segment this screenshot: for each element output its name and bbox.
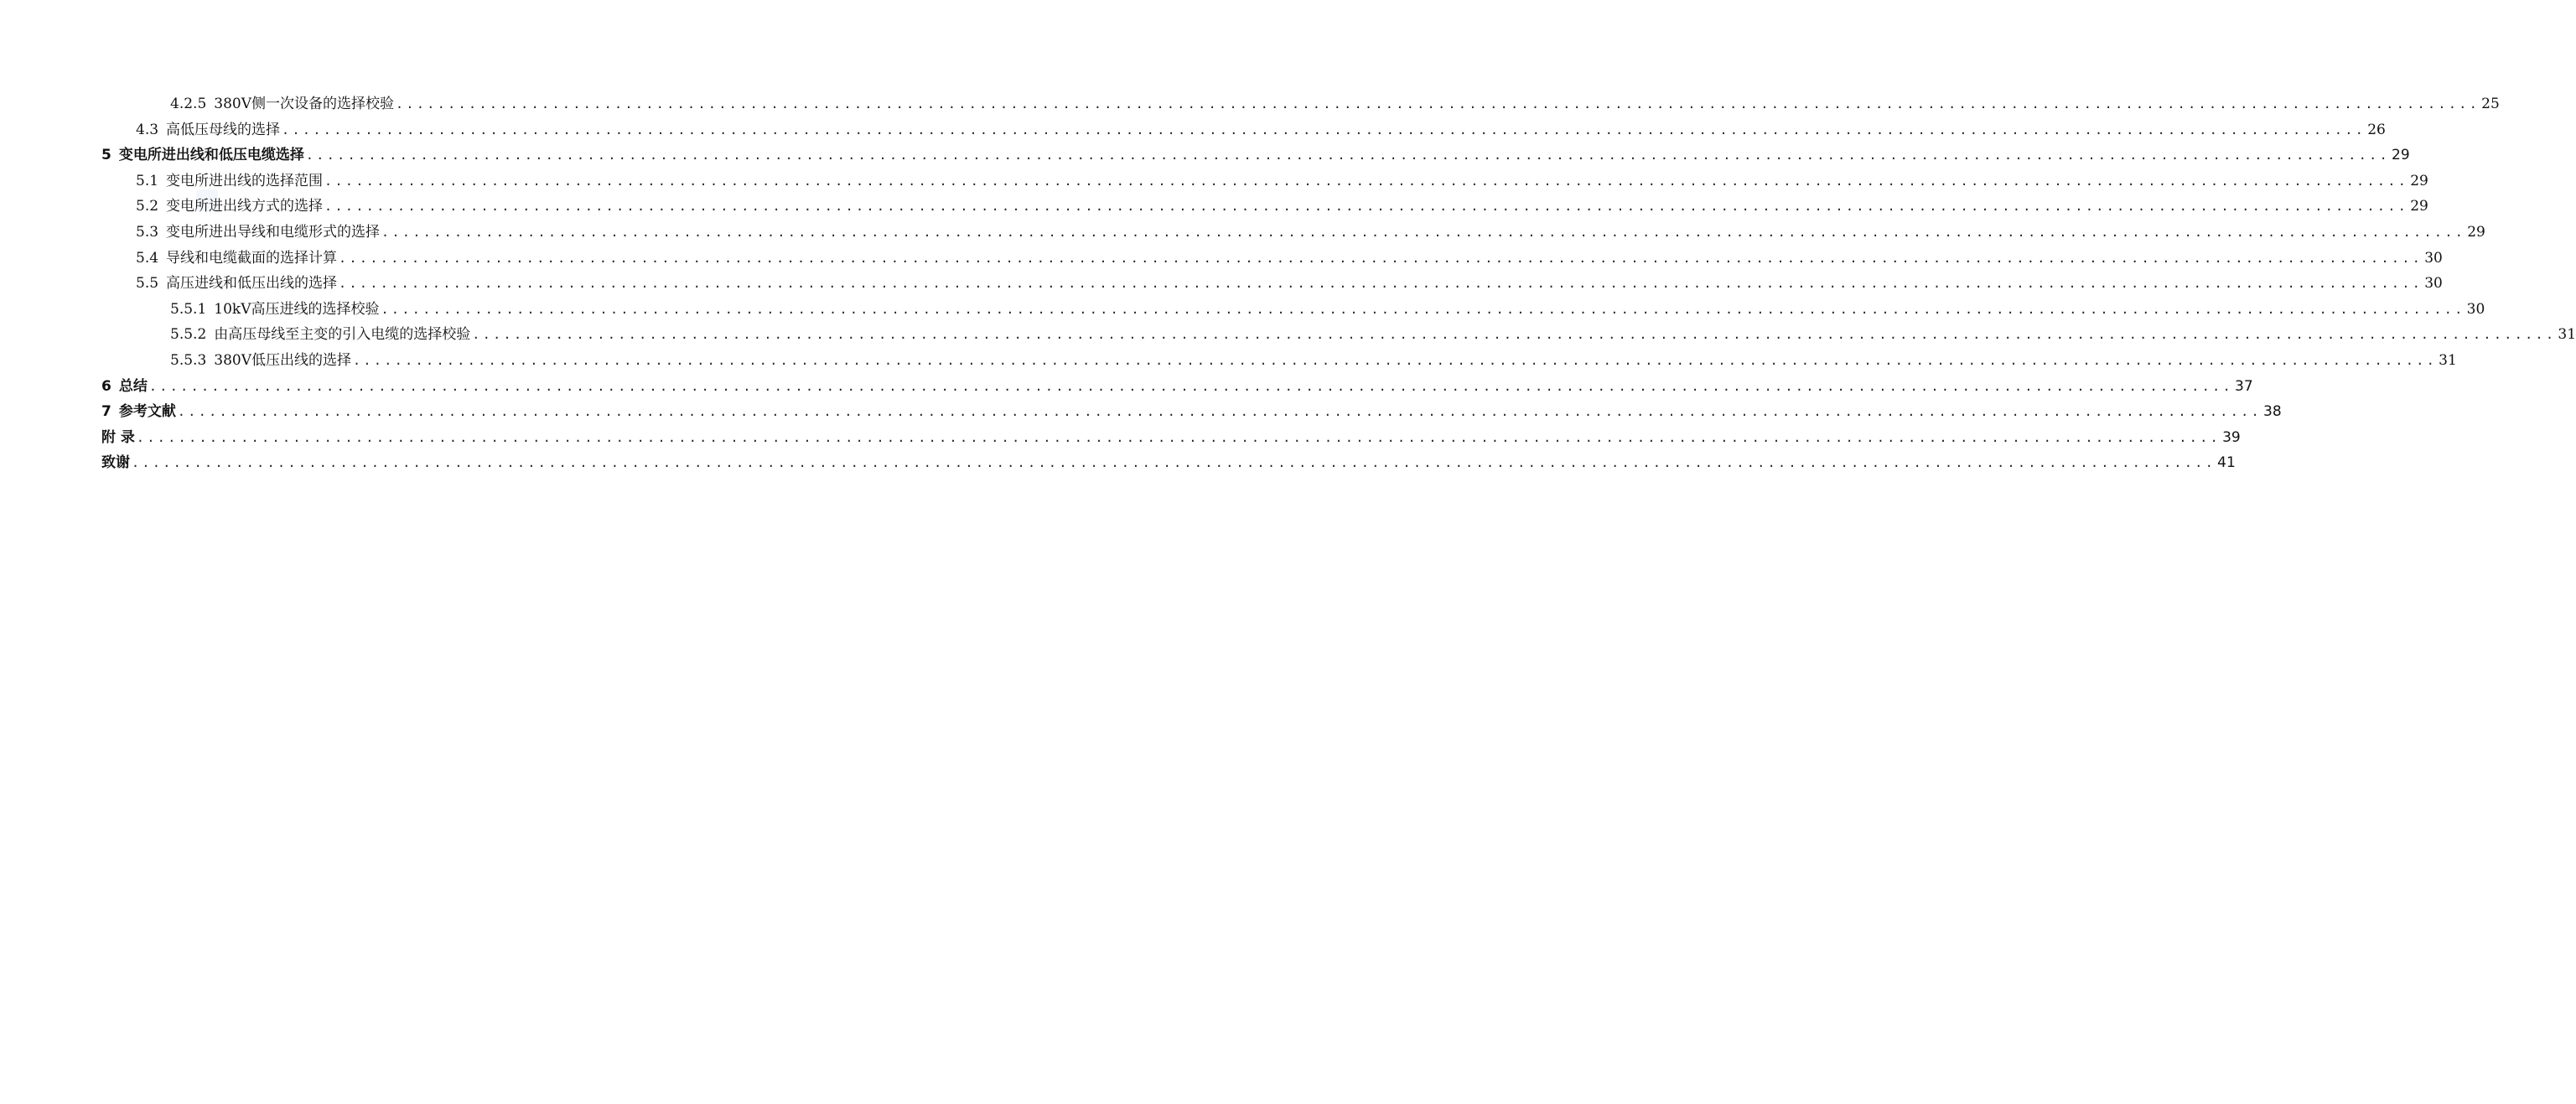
toc-entry-number: 7 [101,403,111,421]
toc-entry-number: 4.2.5 [170,96,207,112]
toc-entry-page-number: 29 [2410,172,2428,189]
toc-entry-number: 6 [101,377,111,395]
toc-dot-leader: ........................................................................................................................................................................................................ [305,148,2390,163]
toc-dot-leader: ........................................................................................................................................................................................................ [324,199,2409,215]
toc-entry-title: 导线和电缆截面的选择计算 [166,249,338,267]
toc-dot-leader: ........................................................................................................................................................................................................ [177,404,2262,420]
toc-dot-leader: ........................................................................................................................................................................................................ [472,327,2557,343]
toc-entry-number: 5.5 [136,275,159,293]
toc-dot-leader: ........................................................................................................................................................................................................ [381,301,2465,317]
toc-entry-page-number: 30 [2466,300,2485,318]
toc-entry-number: 5.5.3 [170,352,207,369]
toc-entry-page-number: 30 [2424,275,2443,293]
toc-entry-page-number: 39 [2222,428,2241,446]
toc-entry-number: 5.4 [136,249,159,267]
toc-entry-page-number: 38 [2263,403,2282,421]
toc-entry-title: 变电所进出线方式的选择 [166,198,324,215]
toc-entry-title: 变电所进出导线和电缆形式的选择 [166,224,381,241]
toc-entry-title: 致谢 [101,454,130,472]
toc-dot-leader: ........................................................................................................................................................................................................ [136,429,2221,445]
toc-dot-leader: ........................................................................................................................................................................................................ [148,378,2233,394]
toc-entry-number: 5.1 [136,172,159,189]
toc-entry-number: 5 [101,147,111,164]
toc-entry[interactable] [170,322,2576,347]
toc-dot-leader: ........................................................................................................................................................................................................ [396,96,2480,111]
toc-entry-page-number: 31 [2558,326,2576,344]
toc-entry-page-number: 25 [2481,96,2500,112]
toc-dot-leader: ........................................................................................................................................................................................................ [132,455,2216,471]
toc-entry-page-number: 31 [2439,352,2457,369]
toc-entry[interactable] [170,297,2485,322]
toc-dot-leader: ........................................................................................................................................................................................................ [339,276,2423,292]
toc-entry-number: 5.2 [136,198,159,215]
toc-entry[interactable] [101,399,2282,424]
toc-entry-page-number: 30 [2424,249,2443,267]
toc-dot-leader: ........................................................................................................................................................................................................ [339,250,2423,266]
toc-entry-title: 380V低压出线的选择 [214,352,351,369]
toc-entry-title: 总结 [118,377,148,395]
toc-entry-title: 附 录 [101,428,135,446]
toc-entry-page-number: 26 [2367,121,2386,138]
toc-entry-number: 4.3 [136,121,159,138]
toc-entry-page-number: 29 [2467,224,2485,241]
toc-entry-number: 5.3 [136,224,159,241]
toc-entry[interactable] [101,425,2241,450]
toc-entry[interactable] [136,271,2443,296]
toc-entry[interactable] [136,194,2428,219]
toc-dot-leader: ........................................................................................................................................................................................................ [324,173,2409,189]
toc-entry[interactable] [101,374,2253,399]
toc-entry-title: 由高压母线至主变的引入电缆的选择校验 [214,326,471,344]
toc-entry-title: 10kV高压进线的选择校验 [214,300,380,318]
toc-entry-number: 5.5.1 [170,300,207,318]
toc-entry-title: 380V侧一次设备的选择校验 [214,96,394,112]
toc-dot-leader: ........................................................................................................................................................................................................ [282,122,2366,137]
toc-entry-title: 高压进线和低压出线的选择 [166,275,338,293]
toc-entry-title: 参考文献 [118,403,176,421]
toc-entry-page-number: 29 [2410,198,2428,215]
toc-entry-title: 高低压母线的选择 [166,121,281,138]
toc-dot-leader: ........................................................................................................................................................................................................ [381,225,2466,240]
toc-entry[interactable] [136,117,2386,143]
toc-entry-title: 变电所进出线和低压电缆选择 [118,147,304,164]
toc-entry[interactable] [136,246,2443,271]
toc-entry[interactable] [170,91,2500,117]
toc-entry-title: 变电所进出线的选择范围 [166,172,324,189]
toc-entry-number: 5.5.2 [170,326,207,344]
toc-entry[interactable] [101,450,2236,475]
toc-entry-page-number: 41 [2217,454,2236,472]
toc-entry[interactable] [101,143,2410,168]
toc-entry-page-number: 37 [2235,377,2253,395]
toc-entry[interactable] [170,348,2457,373]
toc-entry-page-number: 29 [2392,147,2410,164]
toc-entry[interactable] [136,220,2485,245]
toc-dot-leader: ........................................................................................................................................................................................................ [353,353,2438,368]
toc-entry[interactable] [136,168,2428,194]
